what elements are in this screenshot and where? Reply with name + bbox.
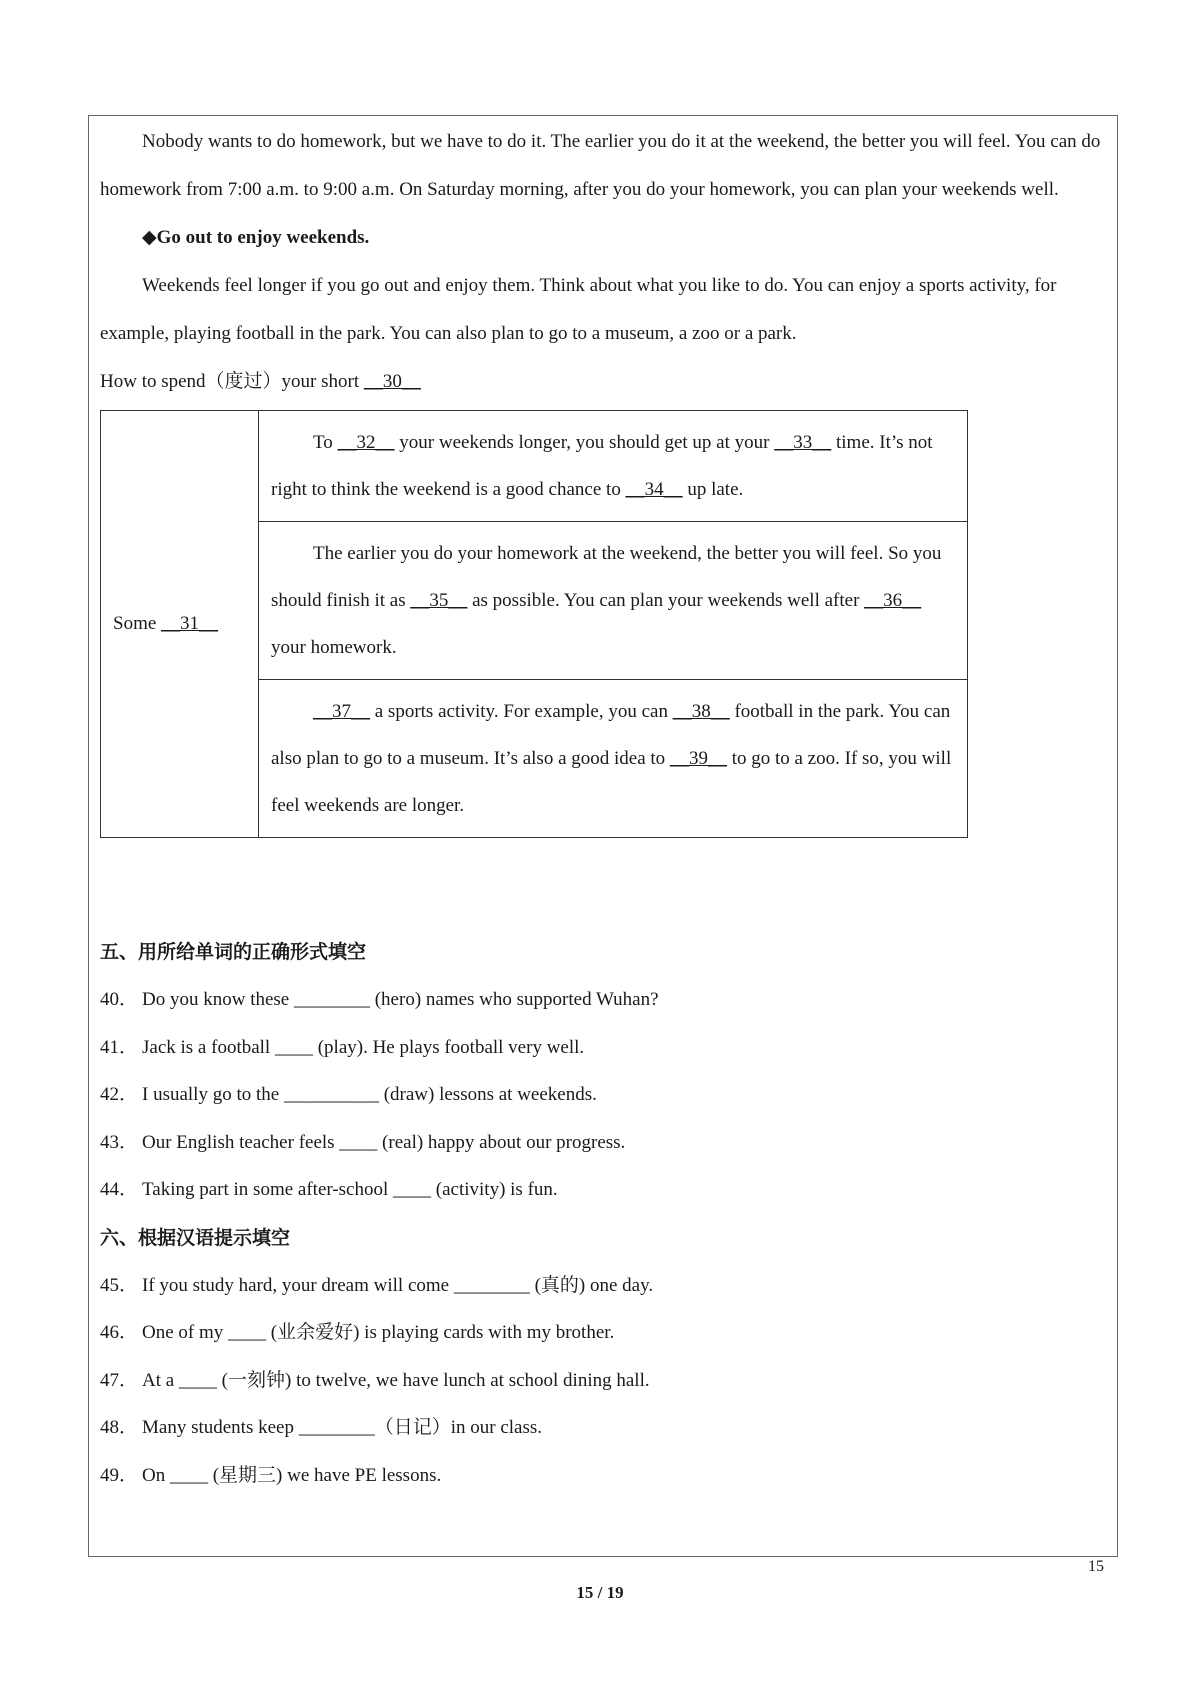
question-40: 40． Do you know these ________ (hero) names who supported Wuhan? <box>100 989 659 1010</box>
summary-cell-3 <box>259 680 968 838</box>
blank-33: __33__ <box>774 432 832 453</box>
summary-left-text: Some <box>113 613 162 634</box>
blank-30: __30__ <box>363 371 421 392</box>
question-42: 42． I usually go to the __________ (draw) lessons at weekends. <box>100 1084 597 1105</box>
page-content <box>100 118 1105 1499</box>
question-43: 43． Our English teacher feels ____ (real) happy about our progress. <box>100 1131 626 1153</box>
summary-cell-1-text: To __32__ your weekends longer, you should get up at your __33__ time. It’s not right to think the weekend is a good chance to __34__ up late. <box>271 432 933 500</box>
blank-38: __38__ <box>672 701 730 722</box>
question-47: 47． At a ____ (一刻钟) to twelve, we have lunch at school dining hall. <box>100 1369 650 1391</box>
blank-37: __37__ <box>313 701 370 722</box>
section-6-questions <box>100 1262 1105 1500</box>
summary-table <box>100 410 968 838</box>
question-44: 44． Taking part in some after-school ____ (activity) is fun. <box>100 1179 558 1200</box>
question-49: 49． On ____ (星期三) we have PE lessons. <box>100 1464 442 1486</box>
blank-31: __31__ <box>161 613 219 634</box>
section-5-questions <box>100 976 1105 1214</box>
question-46: 46． One of my ____ (业余爱好) is playing cards with my brother. <box>100 1322 615 1343</box>
summary-title <box>100 358 1105 406</box>
passage-heading: ◆Go out to enjoy weekends. <box>142 227 370 248</box>
question-45: 45． If you study hard, your dream will come ________ (真的) one day. <box>100 1274 654 1296</box>
blank-39: __39__ <box>669 748 727 769</box>
summary-cell-2 <box>259 522 968 680</box>
summary-left-cell <box>101 411 259 838</box>
section-5-title: 五、用所给单词的正确形式填空 <box>100 941 367 963</box>
summary-title-text: How to spend（度过）your short <box>100 371 364 392</box>
page-number: 15 / 19 <box>576 1583 624 1602</box>
corner-page-number: 15 <box>1088 1558 1104 1575</box>
summary-cell-2-text: The earlier you do your homework at the weekend, the better you will feel. So you should finish it as __35__ as possible. You can plan your weekends well after __36__ your homework. <box>271 543 942 658</box>
blank-35: __35__ <box>410 590 468 611</box>
question-41: 41． Jack is a football ____ (play). He plays football very well. <box>100 1036 585 1058</box>
blank-34: __34__ <box>625 479 683 500</box>
question-48: 48． Many students keep ________（日记）in our class. <box>100 1417 543 1438</box>
passage-paragraph-2: Weekends feel longer if you go out and enjoy them. Think about what you like to do. You can enjoy a sports activity, for example, playing football in the park. You can also plan to go to a museum, a zoo or a park. <box>100 275 1057 344</box>
summary-cell-1 <box>259 411 968 522</box>
passage-paragraph-1: Nobody wants to do homework, but we have to do it. The earlier you do it at the weekend, the better you will feel. You can do homework from 7:00 a.m. to 9:00 a.m. On Saturday morning, after you do your homework, you can plan your weekends well. <box>100 131 1101 200</box>
spacer <box>100 838 1105 928</box>
summary-cell-3-text: __37__ a sports activity. For example, you can __38__ football in the park. You can also plan to go to a museum. It’s also a good idea to __39__ to go to a zoo. If so, you will feel weekends are longer. <box>271 701 952 816</box>
blank-36: __36__ <box>864 590 922 611</box>
blank-32: __32__ <box>337 432 395 453</box>
section-6-title: 六、根据汉语提示填空 <box>100 1226 291 1249</box>
summary-row-1 <box>101 411 968 522</box>
